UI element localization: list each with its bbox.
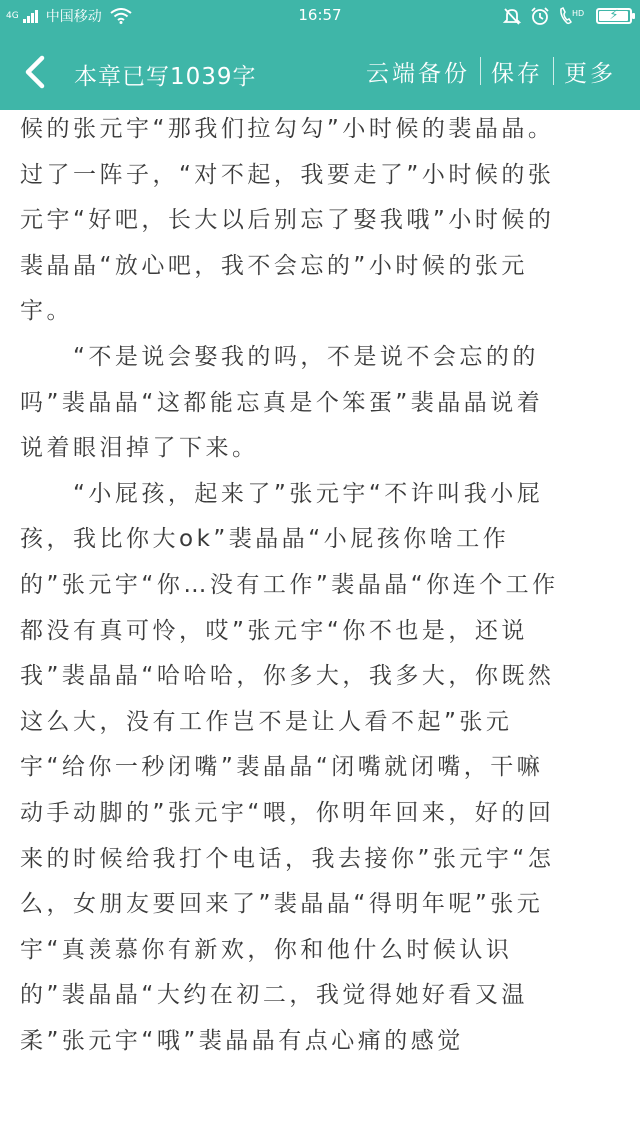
back-arrow-icon[interactable] — [18, 52, 54, 92]
alarm-icon — [530, 6, 550, 26]
status-right — [502, 5, 632, 27]
carrier-name: 中国移动 — [45, 9, 102, 25]
text-line: 我”裴晶晶“哈哈哈，你多大，我多大，你既然 — [20, 663, 555, 690]
toolbar-actions — [356, 56, 626, 86]
save-button[interactable]: 保存 — [491, 60, 543, 87]
network-type: 4G — [6, 10, 19, 21]
text-line: 吗”裴晶晶“这都能忘真是个笨蛋”裴晶晶说着 — [20, 389, 544, 416]
editor-toolbar — [0, 32, 640, 110]
text-line: 孩，我比你大ok”裴晶晶“小屁孩你啥工作 — [20, 526, 510, 553]
text-line: 裴晶晶“放心吧，我不会忘的”小时候的张元 — [20, 252, 528, 279]
charging-bolt-icon: ⚡ — [609, 8, 619, 23]
text-line: 动手动脚的”张元宇“喂，你明年回来，好的回 — [20, 800, 555, 826]
more-button[interactable]: 更多 — [564, 60, 616, 87]
text-line: 宇。 — [20, 298, 73, 325]
text-line: 宇“给你一秒闭嘴”裴晶晶“闭嘴就闭嘴，干嘛 — [20, 754, 544, 781]
call-hd-icon — [558, 6, 588, 26]
text-line: “不是说会娶我的吗，不是说不会忘的的 — [20, 344, 539, 370]
text-line: 候的张元宇“那我们拉勾勾”小时候的裴晶晶。 — [20, 116, 555, 142]
text-line: 过了一阵子，“对不起，我要走了”小时候的张 — [20, 161, 555, 188]
chapter-word-count: 本章已写1039字 — [74, 64, 257, 90]
text-line: 来的时候给我打个电话，我去接你”张元宇“怎 — [20, 845, 555, 872]
text-line: 元宇“好吧，长大以后别忘了娶我哦”小时候的 — [20, 207, 555, 234]
text-line: 么，女朋友要回来了”裴晶晶“得明年呢”张元 — [20, 891, 544, 918]
chapter-text-editor[interactable] — [0, 110, 640, 1138]
battery-charging-icon — [596, 8, 632, 24]
cloud-backup-button[interactable]: 云端备份 — [366, 60, 470, 87]
text-line: 的”裴晶晶“大约在初二，我觉得她好看又温 — [20, 982, 528, 1009]
text-line: 都没有真可怜，哎”张元宇“你不也是，还说 — [20, 617, 528, 644]
text-line: 的”张元宇“你…没有工作”裴晶晶“你连个工作 — [20, 572, 559, 598]
text-line: 这么大，没有工作岂不是让人看不起”张元 — [20, 708, 513, 735]
silent-bell-icon — [502, 6, 522, 26]
text-line: 宇“真羡慕你有新欢，你和他什么时候认识 — [20, 936, 513, 963]
text-line: 柔”张元宇“哦”裴晶晶有点心痛的感觉 — [20, 1028, 464, 1054]
clock: 16:57 — [298, 6, 342, 24]
text-line: “小屁孩，起来了”张元宇“不许叫我小屁 — [20, 480, 544, 507]
text-line: 说着眼泪掉了下来。 — [20, 435, 259, 462]
hd-label: HD — [572, 9, 585, 18]
status-bar — [0, 0, 640, 32]
